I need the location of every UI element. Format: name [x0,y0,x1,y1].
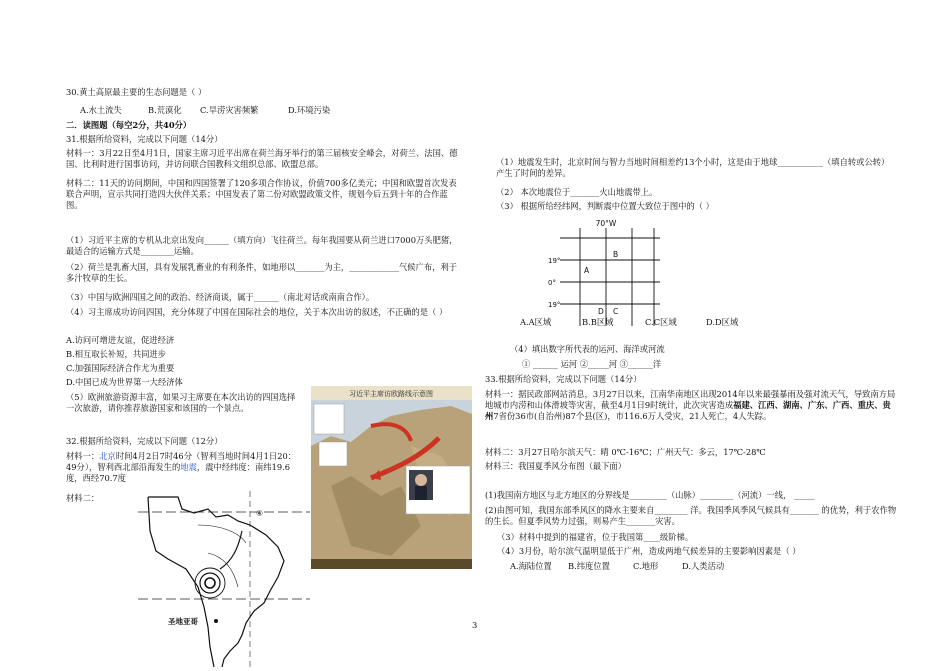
q32-material-2-label: 材料二： [66,493,100,503]
q30-option-a: A.水土流失 [80,105,122,115]
q31-choice-a: A.访问可增进友谊，促进经济 [66,335,175,345]
grid-lat-1: 19° [548,257,561,265]
grid-cell-a: A [584,266,590,275]
q33-option-c: C.地形 [633,561,659,571]
q32-material-1-prefix: 材料一： [66,451,100,461]
map-circled-4: ④ [256,509,264,518]
q33-option-a: A.海陆位置 [510,561,552,571]
q33-part-2: (2)由图可知，我国东部季风区的降水主要来自________ 洋。我国季风季风气候具有_______ 的优势，利于农作物的生长。但夏季风势力过强，则易产生_______灾害。 [485,505,897,526]
page-number: 3 [472,620,478,630]
map-santiago: 圣地亚哥 [168,617,198,626]
q32-material-1-text-a: 时间4月2日7时46分（智利当地时间4月1日20：49分），智利西北部沿海发生的 [66,451,297,472]
q31-part-1: （1）习近平主席的专机从北京出发向______（填方向）飞往荷兰。每年我国要从荷兰进口7000万头肥猪，最适合的运输方式是________运输。 [66,235,458,256]
q33-part-4: （4）3月份，哈尔滨气温明显低于广州，造成两地气候差异的主要影响因素是（ ） [497,546,801,556]
q31-choice-b: B.相互取长补短，共同进步 [66,349,167,359]
q32-material-1 [66,451,304,484]
q33-option-d: D.人类活动 [682,561,725,571]
section-2-heading: 二．读图题（每空2分，共40分） [66,120,192,130]
grid-top-label: 70°W [595,219,617,228]
q31-material-1: 材料一：3月22日至4月1日，国家主席习近平出席在荷兰海牙举行的第三届核安全峰会，对荷兰、法国、德国、比利时进行国事访问，并访问联合国教科文组织总部、欧盟总部。 [66,148,458,169]
q30-option-b: B.荒漠化 [148,105,182,115]
q32-part-4-blanks: ① ______ 运河 ②_____河 ③______洋 [522,359,662,369]
lat-long-grid [540,216,680,328]
q31-material-2: 材料二：11天的访问期间，中国和四国签署了120多项合作协议，价值700多亿美元；中国和欧盟首次发表联合声明，宣示共同打造四大伙伴关系；中国发表了第二份对欧盟政策文件，规划今后五到十年的合作蓝图。 [66,178,457,210]
q31-part-5: （5）欧洲旅游资源丰富，如果习主席要在本次出访的四国选择一次旅游，请你推荐旅游国家和该国的一个景点。 [66,392,296,413]
q33-material-1-provinces: 福建、江西、湖南、广东、广西、重庆、贵州 [485,400,891,421]
q31-stem: 31.根据所给资料，完成以下问题（14分） [66,134,223,144]
grid-lat-3: 19° [548,301,561,309]
grid-option-d: D.D区域 [706,317,739,327]
q33-stem: 33.根据所给资料，完成以下问题（14分） [485,374,642,384]
map-title: 习近平主席访欧路线示意图 [349,390,433,398]
grid-cell-c: C [613,307,619,316]
q33-option-b: B.纬度位置 [568,561,610,571]
q31-part-2: （2）荷兰是乳畜大国，具有发展乳畜业的有利条件，如地形以_______为主，____________气候广布，利于多汁牧草的生长。 [66,262,458,283]
q31-choice-c: C.加强国际经济合作尤为重要 [66,363,175,373]
grid-lat-2: 0° [548,279,556,287]
q33-part-1: (1)我国南方地区与北方地区的分界线是_________（山脉）________（河流）一线， _____ [485,490,815,500]
q31-part-4: （4）习主席成功访问四国，充分体现了中国在国际社会的地位，关于本次出访的叙述，不正确的是（ ） [66,307,448,317]
q32-material-1-text-b: ，震中经纬度：南纬19.6度，西经70.7度 [66,462,291,483]
grid-cell-d: D [598,307,604,316]
grid-option-a: A.A区域 [520,317,552,327]
grid-option-b: B.B区域 [582,317,614,327]
q32-part-4: （4）填出数字所代表的运河、海洋或河流 [510,344,665,354]
q31-part-3: （3）中国与欧洲四国之间的政治、经济商谈，属于______（南北对话或南南合作）。 [66,292,375,302]
q33-material-1-text-a: 材料一：据民政部网站消息，3月27日以来，江南华南地区出现2014年以来最强暴雨及强对流天气，导致南方局地城市内涝和山体滑坡等灾害，截至4月1日9时统计，此次灾害造成 [485,389,896,410]
q32-part-1: （1）地震发生时，北京时间与智力当地时间相差约13个小时，这是由于地球___________（填自转或公转）产生了时间的差异。 [496,157,890,178]
q30-option-c: C.旱涝灾害频繁 [200,105,259,115]
grid-cell-b: B [613,250,619,259]
q30-option-d: D.环境污染 [288,105,331,115]
beijing-link[interactable]: 北京 [99,451,116,461]
europe-route-map [311,386,472,569]
q33-material-2: 材料二：3月27日哈尔滨天气：晴 0℃-16℃；广州天气：多云，17℃-28℃ [485,447,766,457]
south-america-map [138,491,310,667]
q32-part-2: （2） 本次地震位于_______火山地震带上。 [496,187,658,197]
grid-option-c: C.C区域 [645,317,677,327]
q33-material-3: 材料三：我国夏季风分布图（最下面） [485,461,627,471]
q32-part-3: （3） 根据所给经纬网，判断震中位置大致位于图中的（ ） [496,201,714,211]
q30-stem: 30.黄土高原最主要的生态问题是（ ） [66,87,207,97]
earthquake-link[interactable]: 地震 [180,462,197,472]
q33-part-3: （3）材料中提到的福建省，位于我国第____级阶梯。 [497,532,694,542]
q32-stem: 32.根据所给资料，完成以下问题（12分） [66,436,223,446]
q33-material-1-text-b: 7省份36市(自治州)87个县(区)，市116.6万人受灾，21人死亡，4人失踪。 [493,411,772,421]
q31-choice-d: D.中国已成为世界第一大经济体 [66,377,183,387]
q33-material-1 [485,389,897,422]
